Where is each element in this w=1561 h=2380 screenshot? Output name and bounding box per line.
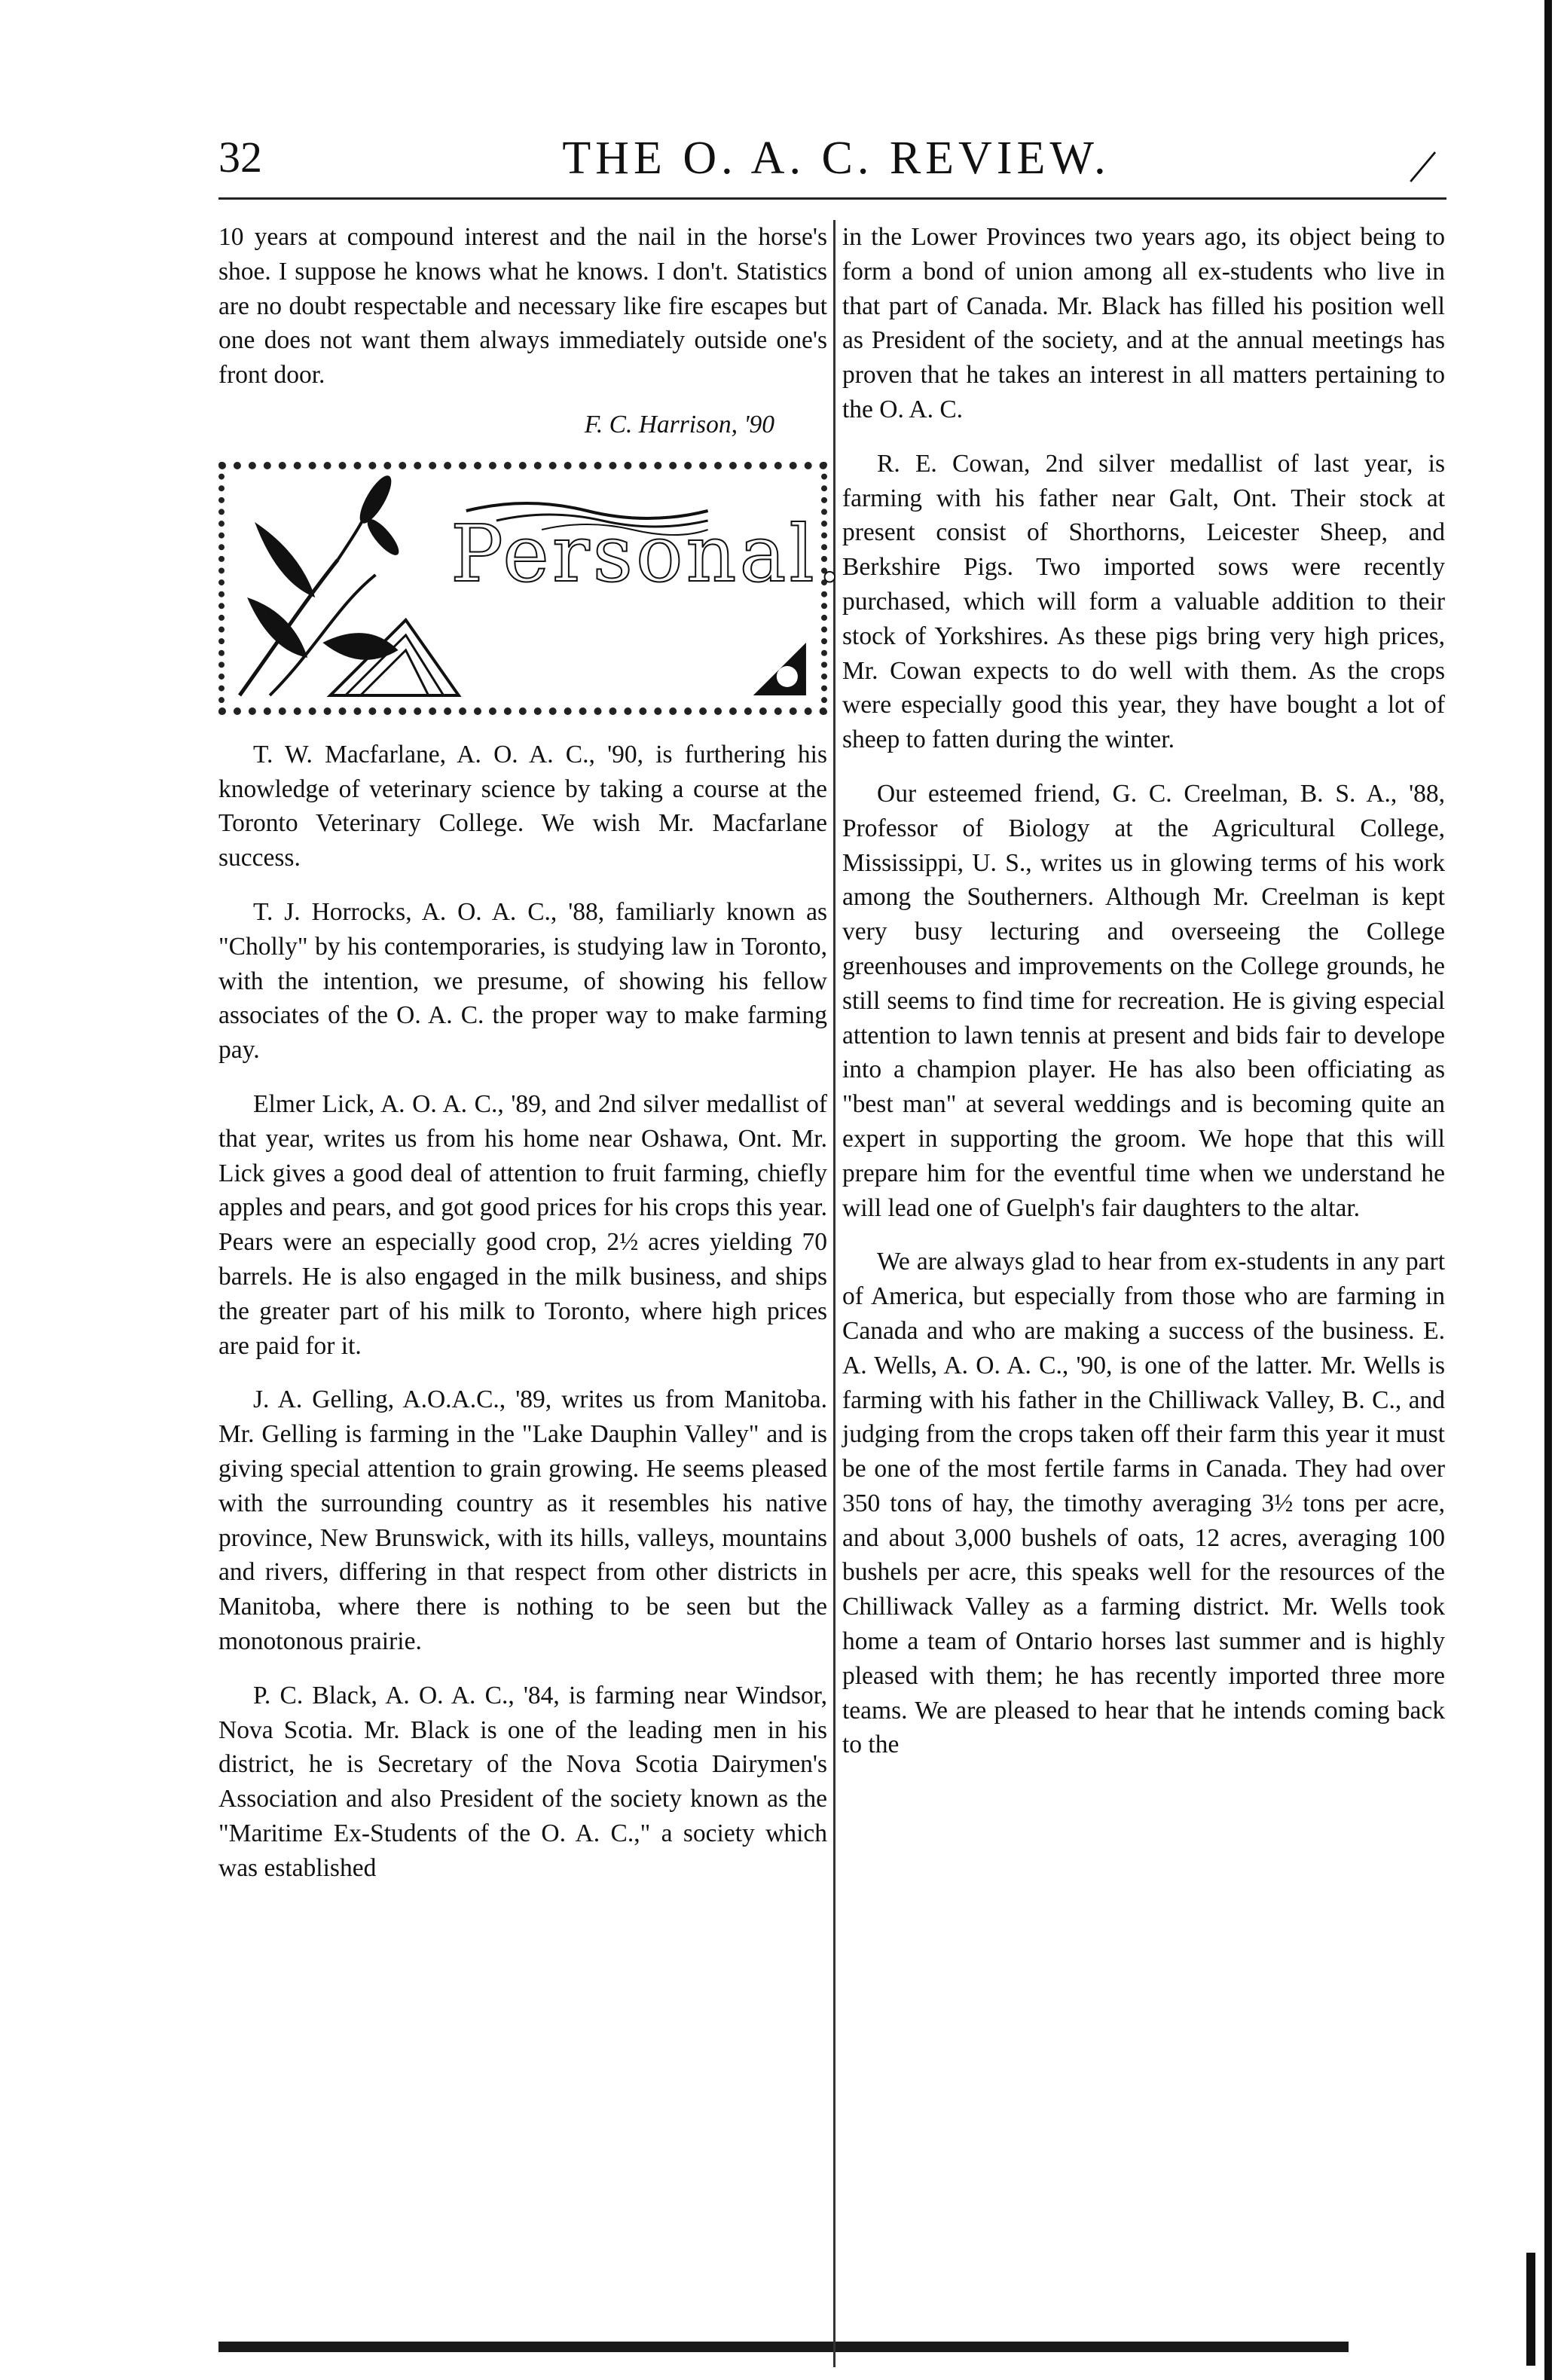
page-header	[218, 132, 1454, 192]
running-title: THE O. A. C. REVIEW.	[562, 133, 1110, 184]
header-rule	[218, 197, 1446, 200]
personal-item-gelling: J. A. Gelling, A.O.A.C., '89, writes us from Manitoba. Mr. Gelling is farming in the "Lake Dauphin Valley" and is giving special attention to grain growing. He seems pleased with the surrounding country as it resembles his native province, New Brunswick, with its hills, valleys, mountains and rivers, differing in that respect from other districts in Manitoba, where there is nothing to be seen but the monotonous prairie.	[218, 1386, 827, 1655]
personal-item-horrocks: T. J. Horrocks, A. O. A. C., '88, familiarly known as "Cholly" by his contemporaries, is studying law in Toronto, with the intention, we presume, of showing his fellow associates of the O. A. C. the proper way to make farming pay.	[218, 897, 827, 1065]
personal-item-lick: Elmer Lick, A. O. A. C., '89, and 2nd silver medallist of that year, writes us from his home near Oshawa, Ont. Mr. Lick gives a good deal of attention to fruit farming, chiefly apples and pears, and got good prices for his crops this year. Pears were an especially good crop, 2½ acres yielding 70 barrels. He is also engaged in the milk business, and ships the greater part of his milk to Toronto, where high prices are paid for it.	[218, 1089, 827, 1360]
intro-paragraph: 10 years at compound interest and the nail in the horse's shoe. I suppose he knows what he knows. I don't. Statistics are no doubt respectable and necessary like fire escapes but one does not want them always immediately outside one's front door.	[218, 223, 827, 390]
signature: F. C. Harrison, '90	[584, 410, 774, 438]
right-column	[842, 220, 1445, 1782]
personal-item-wells: We are always glad to hear from ex-students in any part of America, but especially from those who are farming in Canada and who are making a success of the business. E. A. Wells, A. O. A. C., '90, is one of the latter. Mr. Wells is farming with his father in the Chilliwack Valley, B. C., and judging from the crops taken off their farm this year it must be one of the most fertile farms in Canada. They had over 350 tons of hay, the timothy averaging 3½ tons per acre, and about 3,000 bushels of oats, 12 acres, averaging 100 bushels per acre, this speaks well for the resources of the Chilliwack Valley as a farming district. Mr. Wells took home a team of Ontario horses last summer and is highly pleased with them; he has recently imported three more teams. We are pleased to hear that he intends coming back to the	[842, 1248, 1445, 1759]
bottom-rule	[218, 2342, 1349, 2352]
page-edge-tick	[1526, 2253, 1535, 2366]
continuation-paragraph: in the Lower Provinces two years ago, its object being to form a bond of union among all ex-students who live in that part of Canada. Mr. Black has filled his position well as President of the society, and at the annual meetings has proven that he takes an interest in all matters pertaining to the O. A. C.	[842, 223, 1445, 423]
personal-item-macfarlane: T. W. Macfarlane, A. O. A. C., '90, is furthering his knowledge of veterinary science by taking a course at the Toronto Veterinary College. We wish Mr. Macfarlane success.	[218, 740, 827, 872]
page-edge-rule	[1544, 0, 1552, 2380]
corner-mark: |	[1407, 143, 1443, 185]
personal-item-black: P. C. Black, A. O. A. C., '84, is farming near Windsor, Nova Scotia. Mr. Black is one of the leading men in his district, he is Secretary of the Nova Scotia Dairymen's Association and also President of the society known as the "Maritime Ex-Students of the O. A. C.," a society which was established	[218, 1681, 827, 1882]
personal-item-creelman: Our esteemed friend, G. C. Creelman, B. S. A., '88, Professor of Biology at the Agricultural College, Mississippi, U. S., writes us in glowing terms of his work among the Southerners. Although Mr. Creelman is kept very busy lecturing and overseeing the College greenhouses and improvements on the College grounds, he still seems to find time for recreation. He is giving especial attention to lawn tennis at present and bids fair to develope into a champion player. He has also been officiating as "best man" at several weddings and is becoming quite an expert in supporting the groom. We hope that this will prepare him for the eventful time when we understand he will lead one of Guelph's fair daughters to the altar.	[842, 779, 1445, 1222]
left-column	[218, 220, 845, 1905]
personal-item-cowan: R. E. Cowan, 2nd silver medallist of last year, is farming with his father near Galt, Ont. Their stock at present consist of Shorthorns, Leicester Sheep, and Berkshire Pigs. Two imported sows were recently purchased, which will form a valuable addition to their stock of Yorkshires. As these pigs bring very high prices, Mr. Cowan expects to do well with them. As the crops were especially good this year, they have bought a lot of sheep to fatten during the winter.	[842, 449, 1445, 754]
page-number: 32	[218, 133, 262, 182]
personal-heading: Personal.	[451, 507, 845, 600]
personal-banner	[218, 462, 845, 715]
